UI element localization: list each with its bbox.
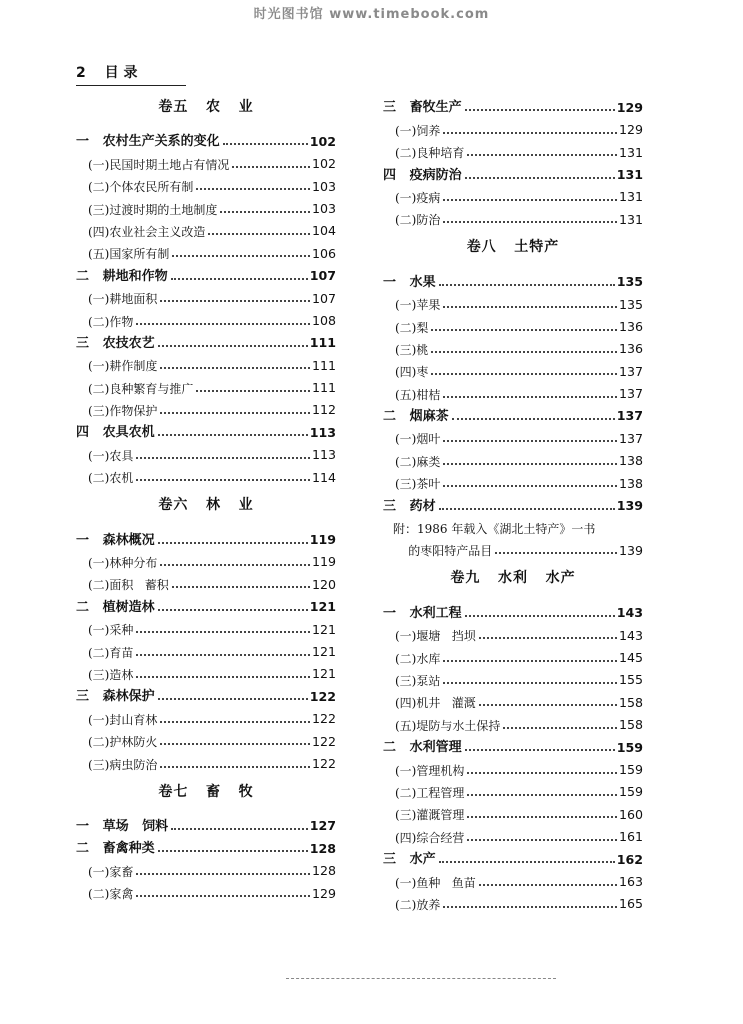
dot-leader: [220, 210, 310, 213]
toc-section-entry: [76, 811, 336, 833]
entry-title: (四)农业社会主义改造: [88, 224, 206, 239]
toc-subsection-entry: [76, 193, 336, 215]
toc-section-entry: [383, 844, 643, 866]
entry-title: (二)面积 蓄积: [88, 578, 169, 593]
dot-leader: [467, 771, 617, 774]
dot-leader: [431, 328, 617, 331]
toc-section-entry: [383, 266, 643, 288]
dot-leader: [172, 585, 310, 588]
dot-leader: [495, 551, 617, 554]
page-number: 2: [76, 65, 86, 81]
entry-page-number: 145: [618, 650, 643, 665]
dot-leader: [160, 765, 310, 768]
dot-leader: [160, 742, 310, 745]
toc-subsection-entry: [383, 182, 643, 204]
toc-section-entry: [76, 833, 336, 855]
entry-title: (三)病虫防治: [88, 757, 158, 772]
entry-page-number: 103: [311, 200, 336, 216]
toc-subsection-entry: [383, 334, 643, 356]
entry-title: 四 疫病防治: [383, 167, 462, 183]
dot-leader: [467, 815, 617, 818]
entry-page-number: 113: [311, 447, 336, 463]
dot-leader: [223, 142, 308, 145]
toc-subsection-entry: [383, 709, 643, 731]
entry-page-number: 127: [309, 818, 336, 834]
toc-section-entry: [76, 126, 336, 148]
toc-subsection-entry: [383, 356, 643, 378]
dot-leader: [158, 697, 308, 700]
entry-title: (二)麻类: [395, 454, 441, 469]
dot-leader: [443, 681, 617, 684]
entry-page-number: 137: [616, 408, 643, 424]
entry-page-number: 129: [311, 885, 336, 901]
entry-title: (一)林种分布: [88, 556, 158, 571]
entry-title: 一 水果: [383, 274, 436, 290]
toc-section-entry: [383, 490, 643, 512]
toc-subsection-entry: [383, 799, 643, 821]
entry-page-number: 128: [309, 840, 336, 856]
entry-title: (三)作物保护: [88, 404, 158, 419]
entry-title: 二 植树造林: [76, 599, 155, 615]
toc-subsection-entry: [76, 238, 336, 260]
toc-subsection-entry: [76, 659, 336, 681]
toc-subsection-entry: [383, 889, 643, 911]
toc-section-entry: [76, 328, 336, 350]
dot-leader: [443, 905, 617, 908]
toc-subsection-entry: [76, 350, 336, 372]
entry-title: (二)护林防火: [88, 735, 158, 750]
entry-page-number: 158: [618, 694, 643, 710]
toc-subsection-entry: [76, 148, 336, 170]
dot-leader: [171, 827, 308, 830]
toc-section-entry: [76, 260, 336, 282]
entry-page-number: 120: [311, 576, 336, 592]
toc-subsection-entry: [76, 305, 336, 327]
toc-subsection-entry: [76, 216, 336, 238]
entry-page-number: 114: [311, 469, 336, 485]
toc-subsection-entry: [76, 283, 336, 305]
toc-subsection-entry: [76, 439, 336, 461]
toc-note-entry: [383, 535, 643, 557]
entry-page-number: 137: [618, 386, 643, 402]
entry-page-number: 122: [311, 733, 336, 749]
dot-leader: [196, 187, 310, 190]
dot-leader: [465, 176, 615, 179]
dot-leader: [467, 838, 617, 841]
dot-leader: [160, 411, 310, 414]
entry-page-number: 112: [311, 402, 336, 418]
dot-leader: [443, 305, 617, 308]
entry-title: (一)饲养: [395, 123, 441, 138]
toc-subsection-entry: [383, 204, 643, 226]
entry-title: (五)柑桔: [395, 387, 441, 402]
entry-page-number: 107: [309, 268, 336, 284]
entry-page-number: 131: [618, 189, 643, 205]
entry-title: (二)育苗: [88, 645, 134, 660]
entry-title: (一)管理机构: [395, 763, 465, 778]
entry-page-number: 119: [309, 532, 336, 548]
toc-right-column: [383, 92, 643, 911]
entry-page-number: 160: [618, 806, 643, 822]
dot-leader: [158, 608, 308, 611]
toc-subsection-entry: [383, 642, 643, 664]
entry-page-number: 111: [311, 380, 336, 396]
entry-title: 三 药材: [383, 498, 436, 514]
toc-subsection-entry: [383, 777, 643, 799]
entry-page-number: 107: [311, 290, 336, 306]
entry-title: (四)综合经营: [395, 830, 465, 845]
toc-subsection-entry: [76, 372, 336, 394]
dot-leader: [479, 703, 617, 706]
dot-leader: [172, 254, 310, 257]
toc-subsection-entry: [383, 378, 643, 400]
entry-page-number: 122: [311, 755, 336, 771]
entry-page-number: 102: [311, 156, 336, 172]
entry-title: (一)采种: [88, 623, 134, 638]
toc-section-entry: [76, 417, 336, 439]
entry-page-number: 143: [616, 605, 643, 621]
toc-subsection-entry: [76, 569, 336, 591]
entry-title: (一)家畜: [88, 864, 134, 879]
dot-leader: [443, 484, 617, 487]
entry-page-number: 163: [618, 873, 643, 889]
entry-title: 三 水产: [383, 852, 436, 868]
entry-page-number: 159: [618, 784, 643, 800]
entry-title: (五)国家所有制: [88, 247, 170, 262]
dot-leader: [136, 456, 310, 459]
entry-title: (二)农机: [88, 471, 134, 486]
entry-page-number: 162: [616, 851, 643, 867]
dot-leader: [439, 283, 615, 286]
dot-leader: [160, 563, 310, 566]
entry-title: (一)苹果: [395, 298, 441, 313]
entry-title: (五)堤防与水土保持: [395, 718, 501, 733]
toc-subsection-entry: [383, 687, 643, 709]
entry-page-number: 159: [616, 739, 643, 755]
entry-title: 二 烟麻茶: [383, 409, 449, 425]
dot-leader: [443, 439, 617, 442]
entry-page-number: 121: [311, 621, 336, 637]
entry-page-number: 111: [309, 335, 336, 351]
toc-subsection-entry: [76, 855, 336, 877]
entry-title: (一)耕地面积: [88, 292, 158, 307]
entry-page-number: 111: [311, 357, 336, 373]
dot-leader: [158, 541, 308, 544]
entry-page-number: 129: [618, 122, 643, 138]
toc-subsection-entry: [383, 468, 643, 490]
toc-subsection-entry: [383, 423, 643, 445]
dot-leader: [431, 350, 617, 353]
entry-title: 附：1986 年载入《湖北土特产》一书: [393, 522, 596, 537]
dot-leader: [136, 894, 310, 897]
dot-leader: [465, 748, 615, 751]
toc-subsection-entry: [76, 614, 336, 636]
entry-title: (三)桃: [395, 342, 429, 357]
dot-leader: [208, 232, 310, 235]
entry-title: 一 农村生产关系的变化: [76, 134, 220, 150]
entry-page-number: 113: [309, 424, 336, 440]
entry-title: 三 农技农艺: [76, 335, 155, 351]
entry-title: 四 农具农机: [76, 425, 155, 441]
entry-title: (一)烟叶: [395, 432, 441, 447]
entry-page-number: 139: [618, 542, 643, 558]
toc-section-entry: [383, 159, 643, 181]
dot-leader: [136, 653, 310, 656]
dot-leader: [136, 322, 310, 325]
entry-page-number: 106: [311, 245, 336, 261]
running-head-title: 目 录: [104, 65, 138, 81]
entry-page-number: 121: [311, 644, 336, 659]
toc-subsection-entry: [76, 703, 336, 725]
entry-page-number: 138: [618, 475, 643, 491]
entry-title: 三 森林保护: [76, 689, 155, 705]
entry-page-number: 136: [618, 318, 643, 334]
entry-page-number: 131: [616, 166, 643, 182]
dot-leader: [160, 366, 310, 369]
toc-subsection-entry: [383, 821, 643, 843]
entry-page-number: 158: [618, 717, 643, 733]
toc-subsection-entry: [76, 748, 336, 770]
entry-title: (二)水库: [395, 651, 441, 666]
dot-leader: [136, 675, 310, 678]
entry-page-number: 165: [618, 896, 643, 912]
dot-leader: [196, 389, 310, 392]
entry-title: (三)造林: [88, 667, 134, 682]
entry-page-number: 159: [618, 761, 643, 777]
entry-title: (三)灌溉管理: [395, 808, 465, 823]
entry-page-number: 136: [618, 341, 643, 357]
entry-title: (二)作物: [88, 314, 134, 329]
entry-title: (二)良种繁育与推广: [88, 381, 194, 396]
dot-leader: [452, 417, 615, 420]
entry-title: (二)防治: [395, 213, 441, 228]
dot-leader: [443, 659, 617, 662]
toc-section-entry: [76, 524, 336, 546]
entry-page-number: 135: [618, 296, 643, 312]
entry-title: 二 耕地和作物: [76, 268, 168, 284]
dot-leader: [439, 507, 615, 510]
entry-page-number: 102: [309, 133, 336, 149]
toc-subsection-entry: [76, 171, 336, 193]
toc-section-entry: [76, 681, 336, 703]
entry-title: 一 草场 饲料: [76, 818, 169, 834]
entry-title: 一 森林概况: [76, 532, 155, 548]
entry-page-number: 119: [311, 554, 336, 570]
entry-page-number: 137: [618, 363, 643, 379]
dot-leader: [467, 793, 617, 796]
entry-page-number: 131: [618, 144, 643, 160]
entry-page-number: 155: [618, 672, 643, 688]
entry-page-number: 135: [616, 274, 643, 290]
dot-leader: [160, 299, 310, 302]
toc-subsection-entry: [76, 462, 336, 484]
dot-leader: [158, 849, 308, 852]
dot-leader: [136, 872, 310, 875]
entry-title: (二)家禽: [88, 887, 134, 902]
entry-page-number: 129: [616, 99, 643, 115]
volume-heading: 卷五 农 业: [158, 99, 254, 115]
entry-title: (二)个体农民所有制: [88, 180, 194, 195]
volume-heading: 卷九 水利 水产: [450, 570, 576, 587]
dot-leader: [232, 165, 310, 168]
entry-title: (二)放养: [395, 897, 441, 912]
scan-artifact-line: [286, 978, 556, 980]
entry-title: (四)机井 灌溉: [395, 696, 476, 711]
entry-page-number: 137: [618, 430, 643, 446]
entry-page-number: 121: [309, 599, 336, 615]
entry-title: (一)耕作制度: [88, 359, 158, 374]
toc-subsection-entry: [383, 137, 643, 159]
toc-subsection-entry: [76, 878, 336, 900]
entry-title: 三 畜牧生产: [383, 100, 462, 116]
dot-leader: [160, 720, 310, 723]
entry-title: (一)鱼种 鱼苗: [395, 875, 476, 890]
dot-leader: [443, 395, 617, 398]
toc-subsection-entry: [383, 866, 643, 888]
entry-title: 二 水利管理: [383, 740, 462, 756]
toc-left-column: [76, 92, 336, 900]
dot-leader: [171, 277, 308, 280]
entry-title: (三)泵站: [395, 673, 441, 688]
dot-leader: [443, 131, 617, 134]
toc-section-entry: [383, 401, 643, 423]
entry-page-number: 138: [618, 453, 643, 469]
toc-subsection-entry: [76, 636, 336, 658]
dot-leader: [136, 630, 310, 633]
dot-leader: [479, 636, 617, 639]
toc-subsection-entry: [383, 754, 643, 776]
toc-subsection-entry: [76, 395, 336, 417]
dot-leader: [443, 462, 617, 465]
entry-title: (一)疫病: [395, 190, 441, 205]
entry-title: (四)枣: [395, 365, 429, 380]
entry-title: (一)堰塘 挡坝: [395, 629, 476, 644]
entry-page-number: 139: [616, 498, 643, 514]
dot-leader: [465, 108, 615, 111]
dot-leader: [443, 198, 617, 201]
volume-heading: 卷八 土特产: [466, 239, 560, 256]
toc-subsection-entry: [383, 289, 643, 311]
toc-subsection-entry: [383, 665, 643, 687]
entry-title: (一)农具: [88, 448, 134, 463]
toc-subsection-entry: [383, 620, 643, 642]
entry-page-number: 104: [311, 223, 336, 239]
dot-leader: [503, 726, 617, 729]
toc-subsection-entry: [76, 726, 336, 748]
entry-title: (三)过渡时期的土地制度: [88, 202, 218, 217]
dot-leader: [431, 372, 617, 375]
volume-heading: 卷六 林 业: [158, 497, 254, 514]
running-head: [76, 62, 186, 86]
entry-title: (三)茶叶: [395, 477, 441, 492]
dot-leader: [158, 344, 308, 347]
dot-leader: [479, 883, 617, 886]
entry-page-number: 128: [311, 863, 336, 879]
toc-subsection-entry: [76, 547, 336, 569]
watermark-text: 时光图书馆 www.timebook.com: [253, 7, 490, 22]
toc-subsection-entry: [383, 445, 643, 467]
entry-page-number: 143: [618, 627, 643, 643]
toc-section-entry: [383, 732, 643, 754]
toc-subsection-entry: [383, 311, 643, 333]
dot-leader: [136, 478, 310, 481]
toc-note-entry: [383, 513, 643, 535]
dot-leader: [443, 220, 617, 223]
toc-subsection-entry: [383, 114, 643, 136]
dot-leader: [439, 860, 615, 863]
entry-page-number: 131: [618, 211, 643, 227]
volume-heading: 卷七 畜 牧: [158, 783, 254, 800]
entry-page-number: 161: [618, 829, 643, 845]
entry-page-number: 122: [309, 688, 336, 704]
entry-title: 二 畜禽种类: [76, 841, 155, 857]
entry-title: 的枣阳特产品目: [393, 544, 493, 559]
entry-page-number: 103: [311, 178, 336, 194]
entry-title: (二)梨: [395, 320, 429, 335]
entry-page-number: 122: [311, 711, 336, 727]
entry-page-number: 121: [311, 666, 336, 682]
entry-title: 一 水利工程: [383, 605, 462, 621]
dot-leader: [158, 433, 308, 436]
toc-section-entry: [383, 92, 643, 114]
entry-title: (一)民国时期土地占有情况: [88, 157, 230, 172]
entry-page-number: 108: [311, 312, 336, 328]
entry-title: (一)封山育林: [88, 712, 158, 727]
dot-leader: [465, 614, 615, 617]
entry-title: (二)良种培育: [395, 146, 465, 161]
toc-section-entry: [76, 591, 336, 613]
toc-section-entry: [383, 597, 643, 619]
dot-leader: [467, 153, 617, 156]
entry-title: (二)工程管理: [395, 785, 465, 800]
